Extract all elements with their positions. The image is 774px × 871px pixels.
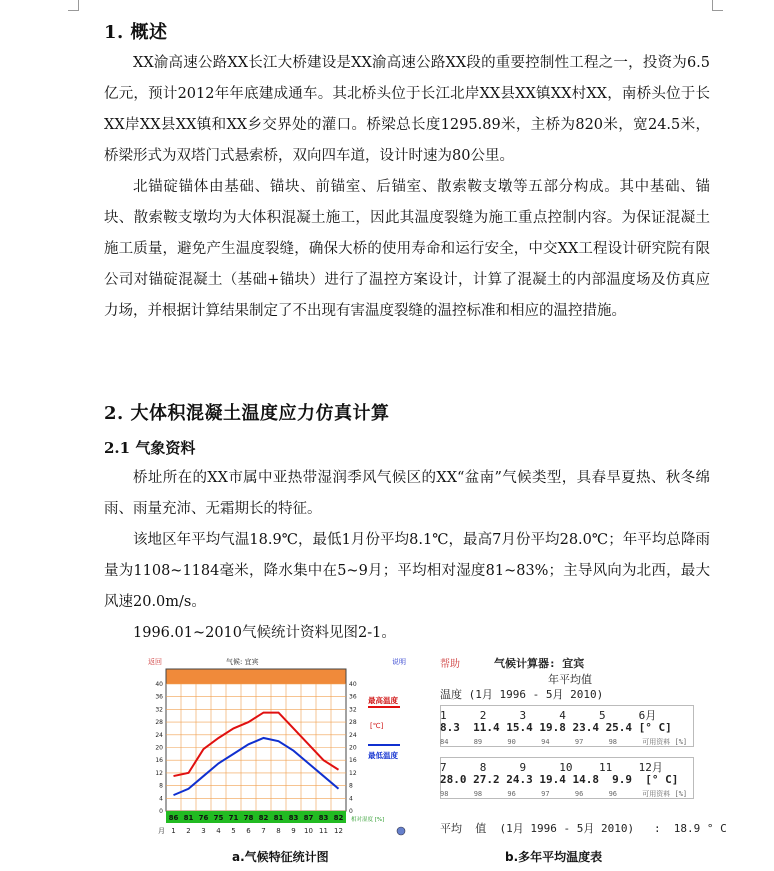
legend-unit-label: [℃] xyxy=(370,722,384,730)
month-tick-label: 4 xyxy=(216,827,221,835)
humidity-value: 83 xyxy=(288,814,299,822)
info-button-icon[interactable] xyxy=(397,827,405,835)
month-tick-label: 12 xyxy=(334,827,343,835)
return-link[interactable]: 返回 xyxy=(148,658,162,666)
second-half-values: 28.0 27.2 24.3 19.4 14.8 9.9 [° C] xyxy=(440,773,679,786)
y-tick-label-left: 16 xyxy=(155,757,163,765)
paragraph: 桥址所在的XX市属中亚热带湿润季风气候区的XX“盆南”气候类型，具春旱夏热、秋冬绵雨、雨量充沛、无霜期长的特征。 xyxy=(104,470,710,517)
help-link[interactable]: 说明 xyxy=(392,658,406,666)
margin-mark-left xyxy=(68,0,79,11)
paragraph: 该地区年平均气温18.9℃，最低1月份平均8.1℃，最高7月份平均28.0℃；年平均总降雨量为1108~1184毫米，降水集中在5~9月；平均相对湿度81~83%；主导风向为北西，最大风速20.0m/s。 xyxy=(104,532,710,610)
humidity-value: 83 xyxy=(318,814,329,822)
first-half-values: 8.3 11.4 15.4 19.8 23.4 25.4 [° C] xyxy=(440,721,672,734)
month-tick-label: 10 xyxy=(304,827,313,835)
humidity-value: 75 xyxy=(213,814,224,822)
humidity-value: 87 xyxy=(303,814,314,822)
second-half-months: 7 8 9 10 11 12月 xyxy=(440,761,663,774)
y-tick-label-left: 4 xyxy=(159,795,163,803)
y-tick-label-left: 0 xyxy=(159,808,163,815)
margin-mark-right xyxy=(712,0,723,11)
calculator-subtitle: 年平均值 xyxy=(548,673,592,686)
y-tick-label-right: 20 xyxy=(349,744,357,752)
y-tick-label-left: 32 xyxy=(155,706,163,714)
calculator-title: 气候计算器: 宜宾 xyxy=(494,657,585,670)
section-2-heading: 2. 大体积混凝土温度应力仿真计算 xyxy=(104,403,390,424)
month-tick-label: 6 xyxy=(246,827,251,835)
humidity-label: 相对湿度 [%] xyxy=(351,817,385,823)
y-tick-label-right: 24 xyxy=(349,731,357,739)
humidity-value: 86 xyxy=(168,814,179,822)
temperature-table-figure xyxy=(440,655,727,840)
y-tick-label-left: 40 xyxy=(155,681,163,688)
humidity-value: 78 xyxy=(243,814,254,822)
y-tick-label-right: 12 xyxy=(349,769,357,777)
y-tick-label-right: 32 xyxy=(349,706,357,714)
y-tick-label-left: 8 xyxy=(159,782,163,790)
y-tick-label-right: 16 xyxy=(349,757,357,765)
y-tick-label-right: 8 xyxy=(349,782,353,790)
legend-max-label: 最高温度 xyxy=(368,696,398,705)
month-unit-label: 月 xyxy=(158,827,165,835)
y-tick-label-left: 12 xyxy=(155,769,163,777)
month-tick-label: 1 xyxy=(171,827,176,835)
paragraph: 1996.01~2010气候统计资料见图2-1。 xyxy=(133,625,396,641)
chart-header-title: 气候: 宜宾 xyxy=(226,658,259,666)
section-2-1-heading: 2.1 气象资料 xyxy=(104,439,196,457)
month-tick-label: 8 xyxy=(276,827,281,835)
section-1-heading: 1. 概述 xyxy=(104,22,168,43)
figure-b-caption: b.多年平均温度表 xyxy=(505,850,603,864)
humidity-value: 82 xyxy=(258,814,269,822)
second-half-availability: 98 98 96 97 96 96 可用资料 [%] xyxy=(440,790,688,798)
paragraph: 北锚碇锚体由基础、锚块、前锚室、后锚室、散索鞍支墩等五部分构成。其中基础、锚块、散索鞍支墩均为大体积混凝土施工，因此其温度裂缝为施工重点控制内容。为保证混凝土施工质量，避免产生温度裂缝，确保大桥的使用寿命和运行安全，中交XX工程设计研究院有限公司对锚碇混凝土（基础+锚块）进行了温控方案设计，计算了混凝土的内部温度场及仿真应力场，并根据计算结果制定了不出现有害温度裂缝的温控标准和相应的温控措施。 xyxy=(104,179,710,319)
y-tick-label-left: 28 xyxy=(155,719,163,727)
month-tick-label: 3 xyxy=(201,827,206,835)
month-tick-label: 5 xyxy=(231,827,236,835)
legend-min-label: 最低温度 xyxy=(368,751,398,760)
y-tick-label-right: 36 xyxy=(349,693,357,701)
y-tick-label-right: 40 xyxy=(349,681,357,688)
humidity-value: 71 xyxy=(228,814,239,822)
month-tick-label: 11 xyxy=(319,827,328,835)
humidity-value: 81 xyxy=(273,814,284,822)
humidity-value: 81 xyxy=(183,814,194,822)
y-tick-label-right: 28 xyxy=(349,719,357,727)
y-tick-label-left: 36 xyxy=(155,693,163,701)
first-half-availability: 84 89 90 94 97 98 可用资料 [%] xyxy=(440,738,688,746)
climate-chart-figure xyxy=(146,655,416,840)
month-tick-label: 2 xyxy=(186,827,191,835)
paragraph: XX渝高速公路XX长江大桥建设是XX渝高速公路XX段的重要控制性工程之一，投资为6.5亿元，预计2012年年底建成通车。其北桥头位于长江北岸XX县XX镇XX村XX，南桥头位于长XX岸XX县XX镇和XX乡交界处的灌口。桥梁总长度1295.89米，主桥为820米，宽24.5米，桥梁形式为双塔门式悬索桥，双向四车道，设计时速为80公里。 xyxy=(104,55,710,164)
temperature-period-label: 温度 (1月 1996 - 5月 2010) xyxy=(440,688,604,701)
y-tick-label-left: 24 xyxy=(155,731,163,739)
y-tick-label-left: 20 xyxy=(155,744,163,752)
humidity-value: 82 xyxy=(333,814,344,822)
section-1-body xyxy=(104,48,710,327)
annual-average: 平均 值 (1月 1996 - 5月 2010) : 18.9 ° C xyxy=(440,822,727,835)
y-tick-label-right: 4 xyxy=(349,795,353,803)
climate-chart xyxy=(146,655,416,840)
help-link[interactable]: 帮助 xyxy=(440,659,460,670)
humidity-value: 76 xyxy=(198,814,209,822)
month-tick-label: 7 xyxy=(261,827,266,835)
month-tick-label: 9 xyxy=(291,827,296,835)
y-tick-label-right: 0 xyxy=(349,808,353,815)
first-half-months: 1 2 3 4 5 6月 xyxy=(440,709,657,722)
section-2-body xyxy=(104,463,710,649)
chart-header-band xyxy=(166,669,346,684)
figure-a-caption: a.气候特征统计图 xyxy=(232,850,329,864)
